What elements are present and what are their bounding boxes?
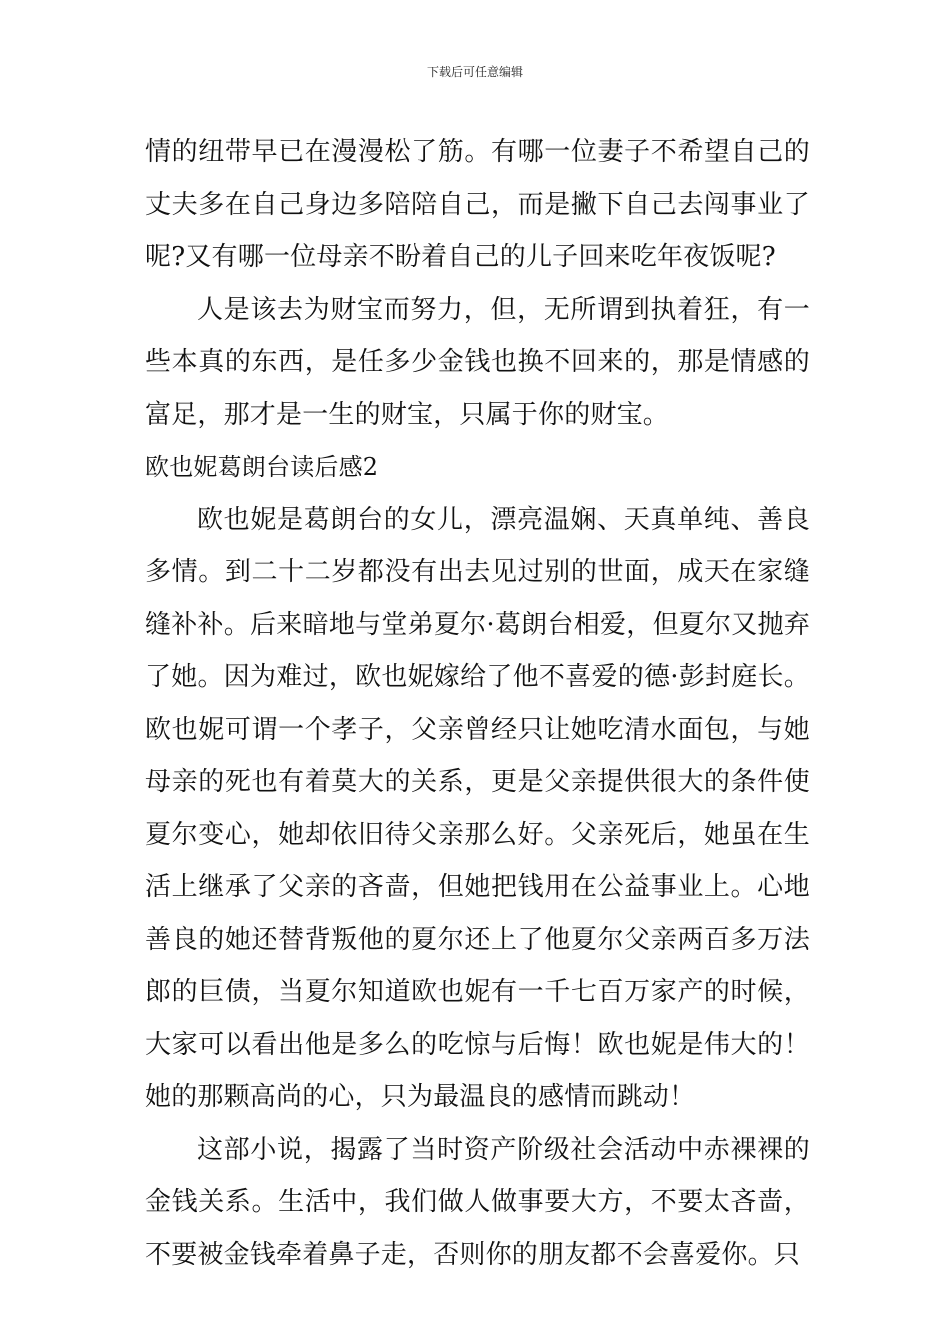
paragraph-eugenie: 欧也妮是葛朗台的女儿，漂亮温娴、天真单纯、善良多情。到二十二岁都没有出去见过别的世面，成天在家缝缝补补。后来暗地与堂弟夏尔·葛朗台相爱，但夏尔又抛弃了她。因为难过，欧也妮嫁给了他不喜爱的德·彭封庭长。欧也妮可谓一个孝子，父亲曾经只让她吃清水面包，与她母亲的死也有着莫大的关系，更是父亲提供很大的条件使夏尔变心，她却依旧待父亲那么好。父亲死后，她虽在生活上继承了父亲的吝啬，但她把钱用在公益事业上。心地善良的她还替背叛他的夏尔还上了他夏尔父亲两百多万法郎的巨债，当夏尔知道欧也妮有一千七百万家产的时候，大家可以看出他是多么的吃惊与后悔！欧也妮是伟大的！她的那颗高尚的心，只为最温良的感情而跳动！ <box>145 504 810 1112</box>
paragraph-wealth: 人是该去为财宝而努力，但，无所谓到执着狂，有一些本真的东西，是任多少金钱也换不回来的，那是情感的富足，那才是一生的财宝，只属于你的财宝。 <box>145 294 810 430</box>
page-header-note: 下载后可任意编辑 <box>426 65 523 79</box>
paragraph-continued: 情的纽带早已在漫漫松了筋。有哪一位妻子不希望自己的丈夫多在自己身边多陪陪自己，而是撇下自己去闯事业了呢?又有哪一位母亲不盼着自己的儿子回来吃年夜饭呢? <box>145 137 810 272</box>
paragraph-novel: 这部小说，揭露了当时资产阶级社会活动中赤裸裸的金钱关系。生活中，我们做人做事要大方，不要太吝啬，不要被金钱牵着鼻子走，否则你的朋友都不会喜爱你。只 <box>145 1134 810 1270</box>
document-body <box>145 126 810 1281</box>
section-title: 欧也妮葛朗台读后感2 <box>145 453 379 481</box>
